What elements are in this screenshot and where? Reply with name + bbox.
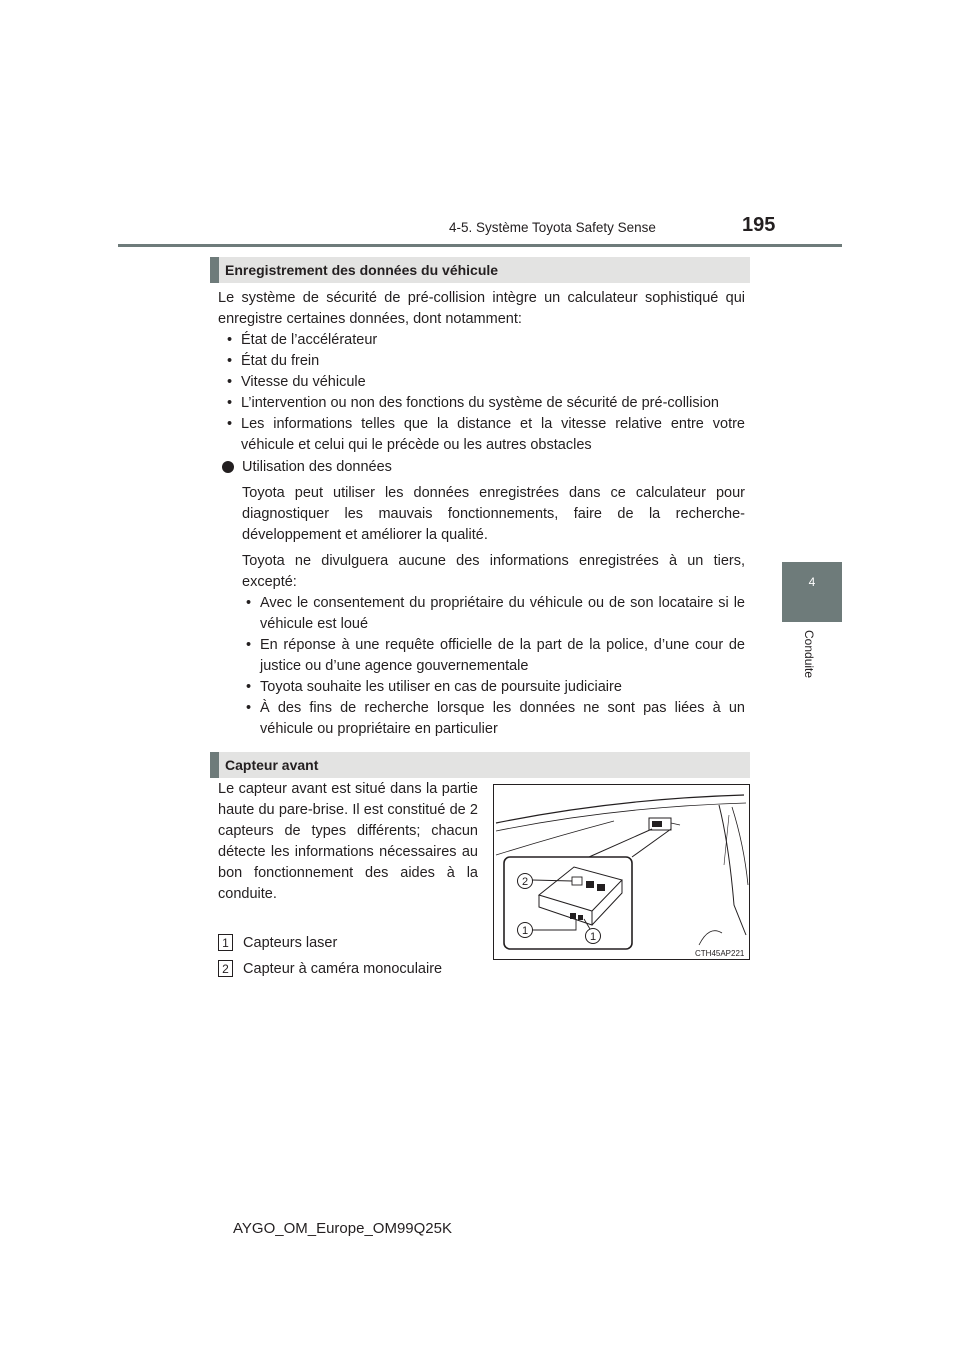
legend-label: Capteurs laser (243, 935, 338, 951)
list-item-text: L’intervention ou non des fonctions du système de sécurité de pré-collision (241, 395, 719, 411)
bullet-dot: • (227, 374, 233, 390)
callout-number-box: 2 (218, 960, 233, 977)
chapter-tab (782, 562, 842, 622)
bullet-dot: • (246, 679, 252, 695)
bullet-dot: • (227, 395, 233, 411)
list-item-text: À des fins de recherche lorsque les données ne sont pas liées à un véhicule ou propriétaire en particulier (260, 700, 745, 737)
windshield-sensor-drawing (494, 785, 749, 959)
front-sensor-illustration (493, 784, 750, 960)
legend-item-1 (218, 933, 337, 954)
chapter-label (792, 630, 832, 690)
section-header-data-recording: Enregistrement des données du véhicule (210, 257, 750, 283)
legend-item-2 (218, 959, 442, 980)
usage-paragraph-1: Toyota peut utiliser les données enregistrées dans ce calculateur pour diagnostiquer les mauvais fonctionnements, faire de la recherche-développement et améliorer la qualité. (242, 485, 745, 543)
chapter-number: 4 (808, 575, 816, 589)
chapter-label-text: Conduite (802, 630, 816, 679)
bullet-dot: • (246, 637, 252, 653)
list-item (246, 698, 745, 740)
callout-number-box: 1 (218, 934, 233, 951)
bullet-dot: • (246, 700, 252, 716)
subheading-data-usage: Utilisation des données (242, 459, 392, 475)
callout-label: 2 (521, 876, 529, 888)
bullet-dot: • (246, 595, 252, 611)
header-section-title: 4-5. Système Toyota Safety Sense (449, 220, 656, 235)
section-header-front-sensor: Capteur avant (210, 752, 750, 778)
header-rule (118, 244, 842, 247)
list-item-text: Toyota souhaite les utiliser en cas de poursuite judiciaire (260, 679, 622, 695)
list-item (227, 414, 745, 456)
list-item (246, 593, 745, 635)
footer-document-id: AYGO_OM_Europe_OM99Q25K (233, 1220, 452, 1237)
list-item-text: État de l’accélérateur (241, 332, 378, 348)
page-number: 195 (742, 214, 776, 236)
legend-label: Capteur à caméra monoculaire (243, 961, 443, 977)
list-item-text: État du frein (241, 353, 320, 369)
intro-paragraph: Le système de sécurité de pré-collision intègre un calculateur sophistiqué qui enregistre certaines données, dont notamment: (218, 290, 745, 327)
usage-paragraph-2: Toyota ne divulguera aucune des informations enregistrées à un tiers, excepté: (242, 553, 745, 590)
filled-circle-icon (222, 461, 234, 473)
figure-code: CTH45AP221 (695, 949, 745, 958)
list-item (246, 635, 745, 677)
list-item-text: En réponse à une requête officielle de la part de la police, d’une cour de justice ou d’une agence gouvernementale (260, 637, 745, 674)
list-item-text: Avec le consentement du propriétaire du véhicule ou de son locataire si le véhicule est loué (260, 595, 745, 632)
callout-label: 1 (589, 931, 597, 943)
bullet-dot: • (227, 353, 233, 369)
bullet-dot: • (227, 416, 233, 432)
front-sensor-paragraph: Le capteur avant est situé dans la partie haute du pare-brise. Il est constitué de 2 capteurs de types différents; chacun détecte les informations nécessaires au bon fonctionnement des aides à la conduite. (218, 781, 478, 902)
list-item-text: Vitesse du véhicule (241, 374, 366, 390)
callout-label: 1 (521, 925, 529, 937)
list-item-text: Les informations telles que la distance et la vitesse relative entre votre véhicule et celui qui le précède ou les autres obstacles (241, 416, 745, 453)
bullet-dot: • (227, 332, 233, 348)
